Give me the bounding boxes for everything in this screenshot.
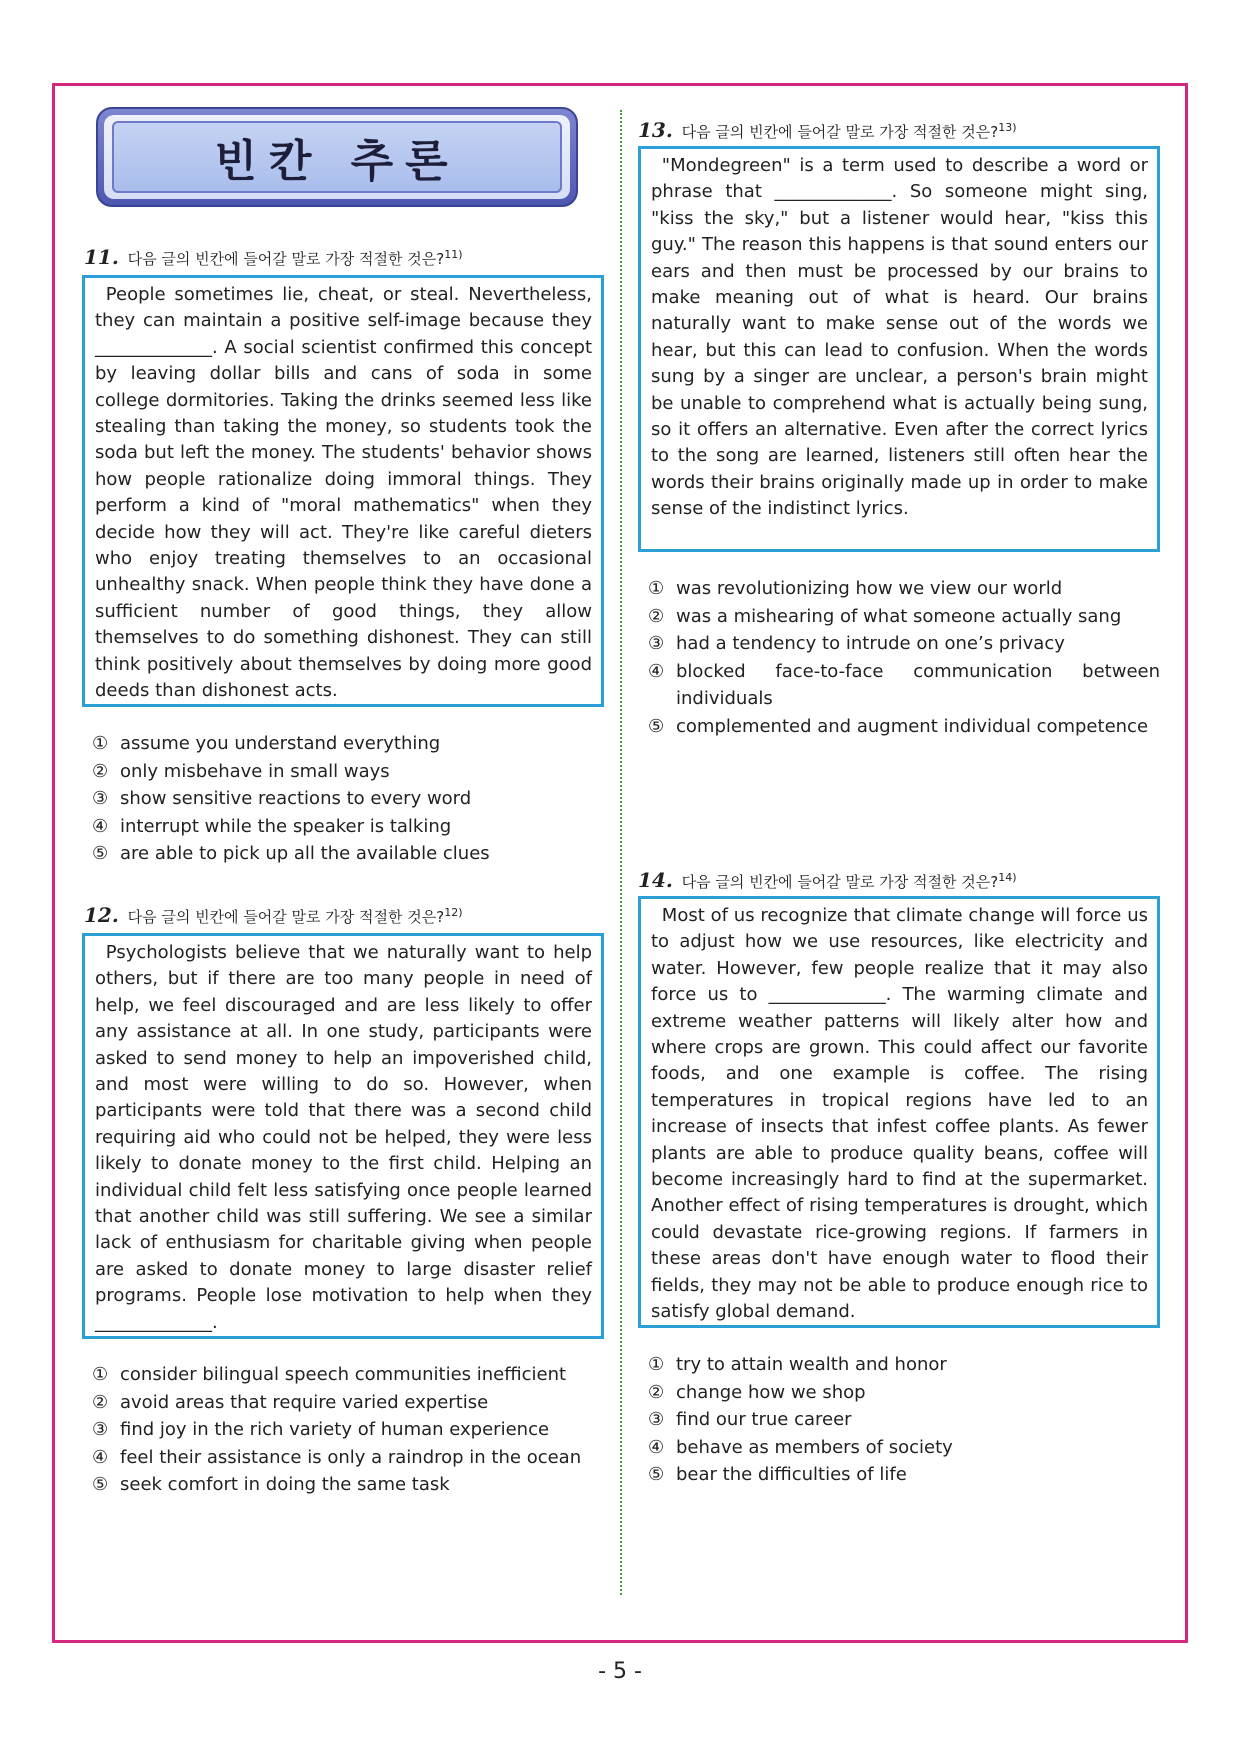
answer-option-5[interactable]: ⑤ seek comfort in doing the same task — [92, 1474, 450, 1495]
answer-option-1[interactable]: ① assume you understand everything — [92, 733, 441, 754]
question-13-header — [638, 118, 1017, 142]
answer-option-1[interactable]: ① was revolutionizing how we view our world — [648, 578, 1063, 599]
section-title-box — [96, 107, 578, 207]
question-13-passage — [638, 146, 1160, 552]
passage-text: People sometimes lie, cheat, or steal. Nevertheless, they can maintain a positive self-image because they _____________. A social scientist confirmed this concept by leaving dollar bills and cans of soda in some college dormitories. Taking the drinks seemed less like stealing than taking the money, so students took the soda but left the money. The students' behavior shows how people rationalize doing immoral things. They perform a kind of "moral mathematics" when they decide how they will act. They're like careful dieters who enjoy treating themselves to an occasional unhealthy snack. When people think they have done a sufficient number of good things, they allow themselves to do something dishonest. They can still think positively about themselves by doing more good deeds than dishonest acts. — [95, 284, 592, 702]
question-12-options — [92, 1361, 604, 1499]
answer-option-4[interactable]: ④ interrupt while the speaker is talking — [92, 815, 452, 837]
footnote-ref: 14) — [998, 871, 1017, 884]
footnote-ref: 13) — [998, 121, 1017, 134]
question-14-passage — [638, 896, 1160, 1328]
answer-option-1[interactable]: ① try to attain wealth and honor — [648, 1354, 947, 1375]
answer-option-3[interactable]: ③ find our true career — [648, 1409, 852, 1430]
answer-option-4[interactable]: ④ feel their assistance is only a raindrop in the ocean — [92, 1446, 582, 1468]
question-prompt: 다음 글의 빈칸에 들어갈 말로 가장 적절한 것은? — [127, 908, 445, 926]
question-number: 12. — [84, 903, 119, 927]
answer-option-2[interactable]: ② only misbehave in small ways — [92, 760, 390, 782]
answer-option-3[interactable]: ③ show sensitive reactions to every word — [92, 788, 472, 809]
answer-option-4[interactable]: ④ blocked face-to-face communication between individuals — [648, 660, 1160, 709]
footnote-ref: 12) — [444, 906, 463, 919]
answer-option-3[interactable]: ③ find joy in the rich variety of human experience — [92, 1419, 550, 1440]
page-number: - 5 - — [598, 1659, 642, 1684]
question-number: 11. — [84, 245, 119, 269]
answer-option-2[interactable]: ② was a mishearing of what someone actually sang — [648, 605, 1122, 627]
question-number: 14. — [638, 868, 673, 892]
question-14-options — [648, 1351, 1160, 1489]
question-prompt: 다음 글의 빈칸에 들어갈 말로 가장 적절한 것은? — [127, 250, 445, 268]
answer-option-2[interactable]: ② avoid areas that require varied expertise — [92, 1391, 489, 1413]
answer-option-4[interactable]: ④ behave as members of society — [648, 1436, 953, 1458]
question-12-passage — [82, 933, 604, 1339]
answer-option-3[interactable]: ③ had a tendency to intrude on one’s privacy — [648, 633, 1065, 654]
question-11-header — [84, 245, 463, 269]
question-14-header — [638, 868, 1017, 892]
question-12-header — [84, 903, 463, 927]
answer-option-5[interactable]: ⑤ are able to pick up all the available clues — [92, 843, 490, 864]
answer-option-2[interactable]: ② change how we shop — [648, 1381, 866, 1403]
passage-text: Psychologists believe that we naturally want to help others, but if there are too many people in need of help, we feel discouraged and are less likely to offer any assistance at all. In one study, participants were asked to send money to help an impoverished child, and most were willing to do so. However, when participants were told that there was a second child requiring aid who could not be helped, they were less likely to donate money to the first child. Helping an individual child felt less satisfying once people learned that another child was still suffering. We see a similar lack of enthusiasm for charitable giving when people are asked to donate money to large disaster relief programs. People lose motivation to help when they _____________. — [95, 942, 592, 1333]
question-13-options — [648, 575, 1160, 740]
passage-text: Most of us recognize that climate change will force us to adjust how we use resources, like electricity and water. However, few people realize that it may also force us to _____________. The warming climate and extreme weather patterns will likely alter how and where crops are grown. This could affect our favorite foods, and one example is coffee. The rising temperatures in tropical regions have led to an increase of insects that infest coffee plants. As fewer plants are able to produce quality beans, coffee will become increasingly hard to find at the supermarket. Another effect of rising temperatures is drought, which could devastate rice-growing regions. If farmers in these areas don't have enough water to flood their fields, they may not be able to produce enough rice to satisfy global demand. — [651, 905, 1148, 1323]
footnote-ref: 11) — [444, 248, 463, 261]
question-prompt: 다음 글의 빈칸에 들어갈 말로 가장 적절한 것은? — [681, 873, 999, 891]
answer-option-1[interactable]: ① consider bilingual speech communities inefficient — [92, 1364, 567, 1385]
question-prompt: 다음 글의 빈칸에 들어갈 말로 가장 적절한 것은? — [681, 123, 999, 141]
question-number: 13. — [638, 118, 673, 142]
column-divider — [620, 110, 622, 1595]
question-11-passage — [82, 275, 604, 707]
passage-text: "Mondegreen" is a term used to describe a word or phrase that _____________. So someone might sing, "kiss the sky," but a listener would hear, "kiss this guy." The reason this happens is that sound enters our ears and then must be processed by our brains to make meaning out of what is heard. Our brains naturally want to make sense out of the words we hear, but this can lead to confusion. When the words sung by a singer are unclear, a person's brain might be unable to comprehend what is actually being sung, so it offers an alternative. Even after the correct lyrics to the song are learned, listeners still often hear the words their brains originally made up in order to make sense of the indistinct lyrics. — [651, 155, 1148, 520]
question-11-options — [92, 730, 604, 868]
answer-option-5[interactable]: ⑤ complemented and augment individual competence — [648, 715, 1149, 737]
answer-option-5[interactable]: ⑤ bear the difficulties of life — [648, 1464, 907, 1485]
section-title: 빈칸 추론 — [112, 121, 562, 193]
